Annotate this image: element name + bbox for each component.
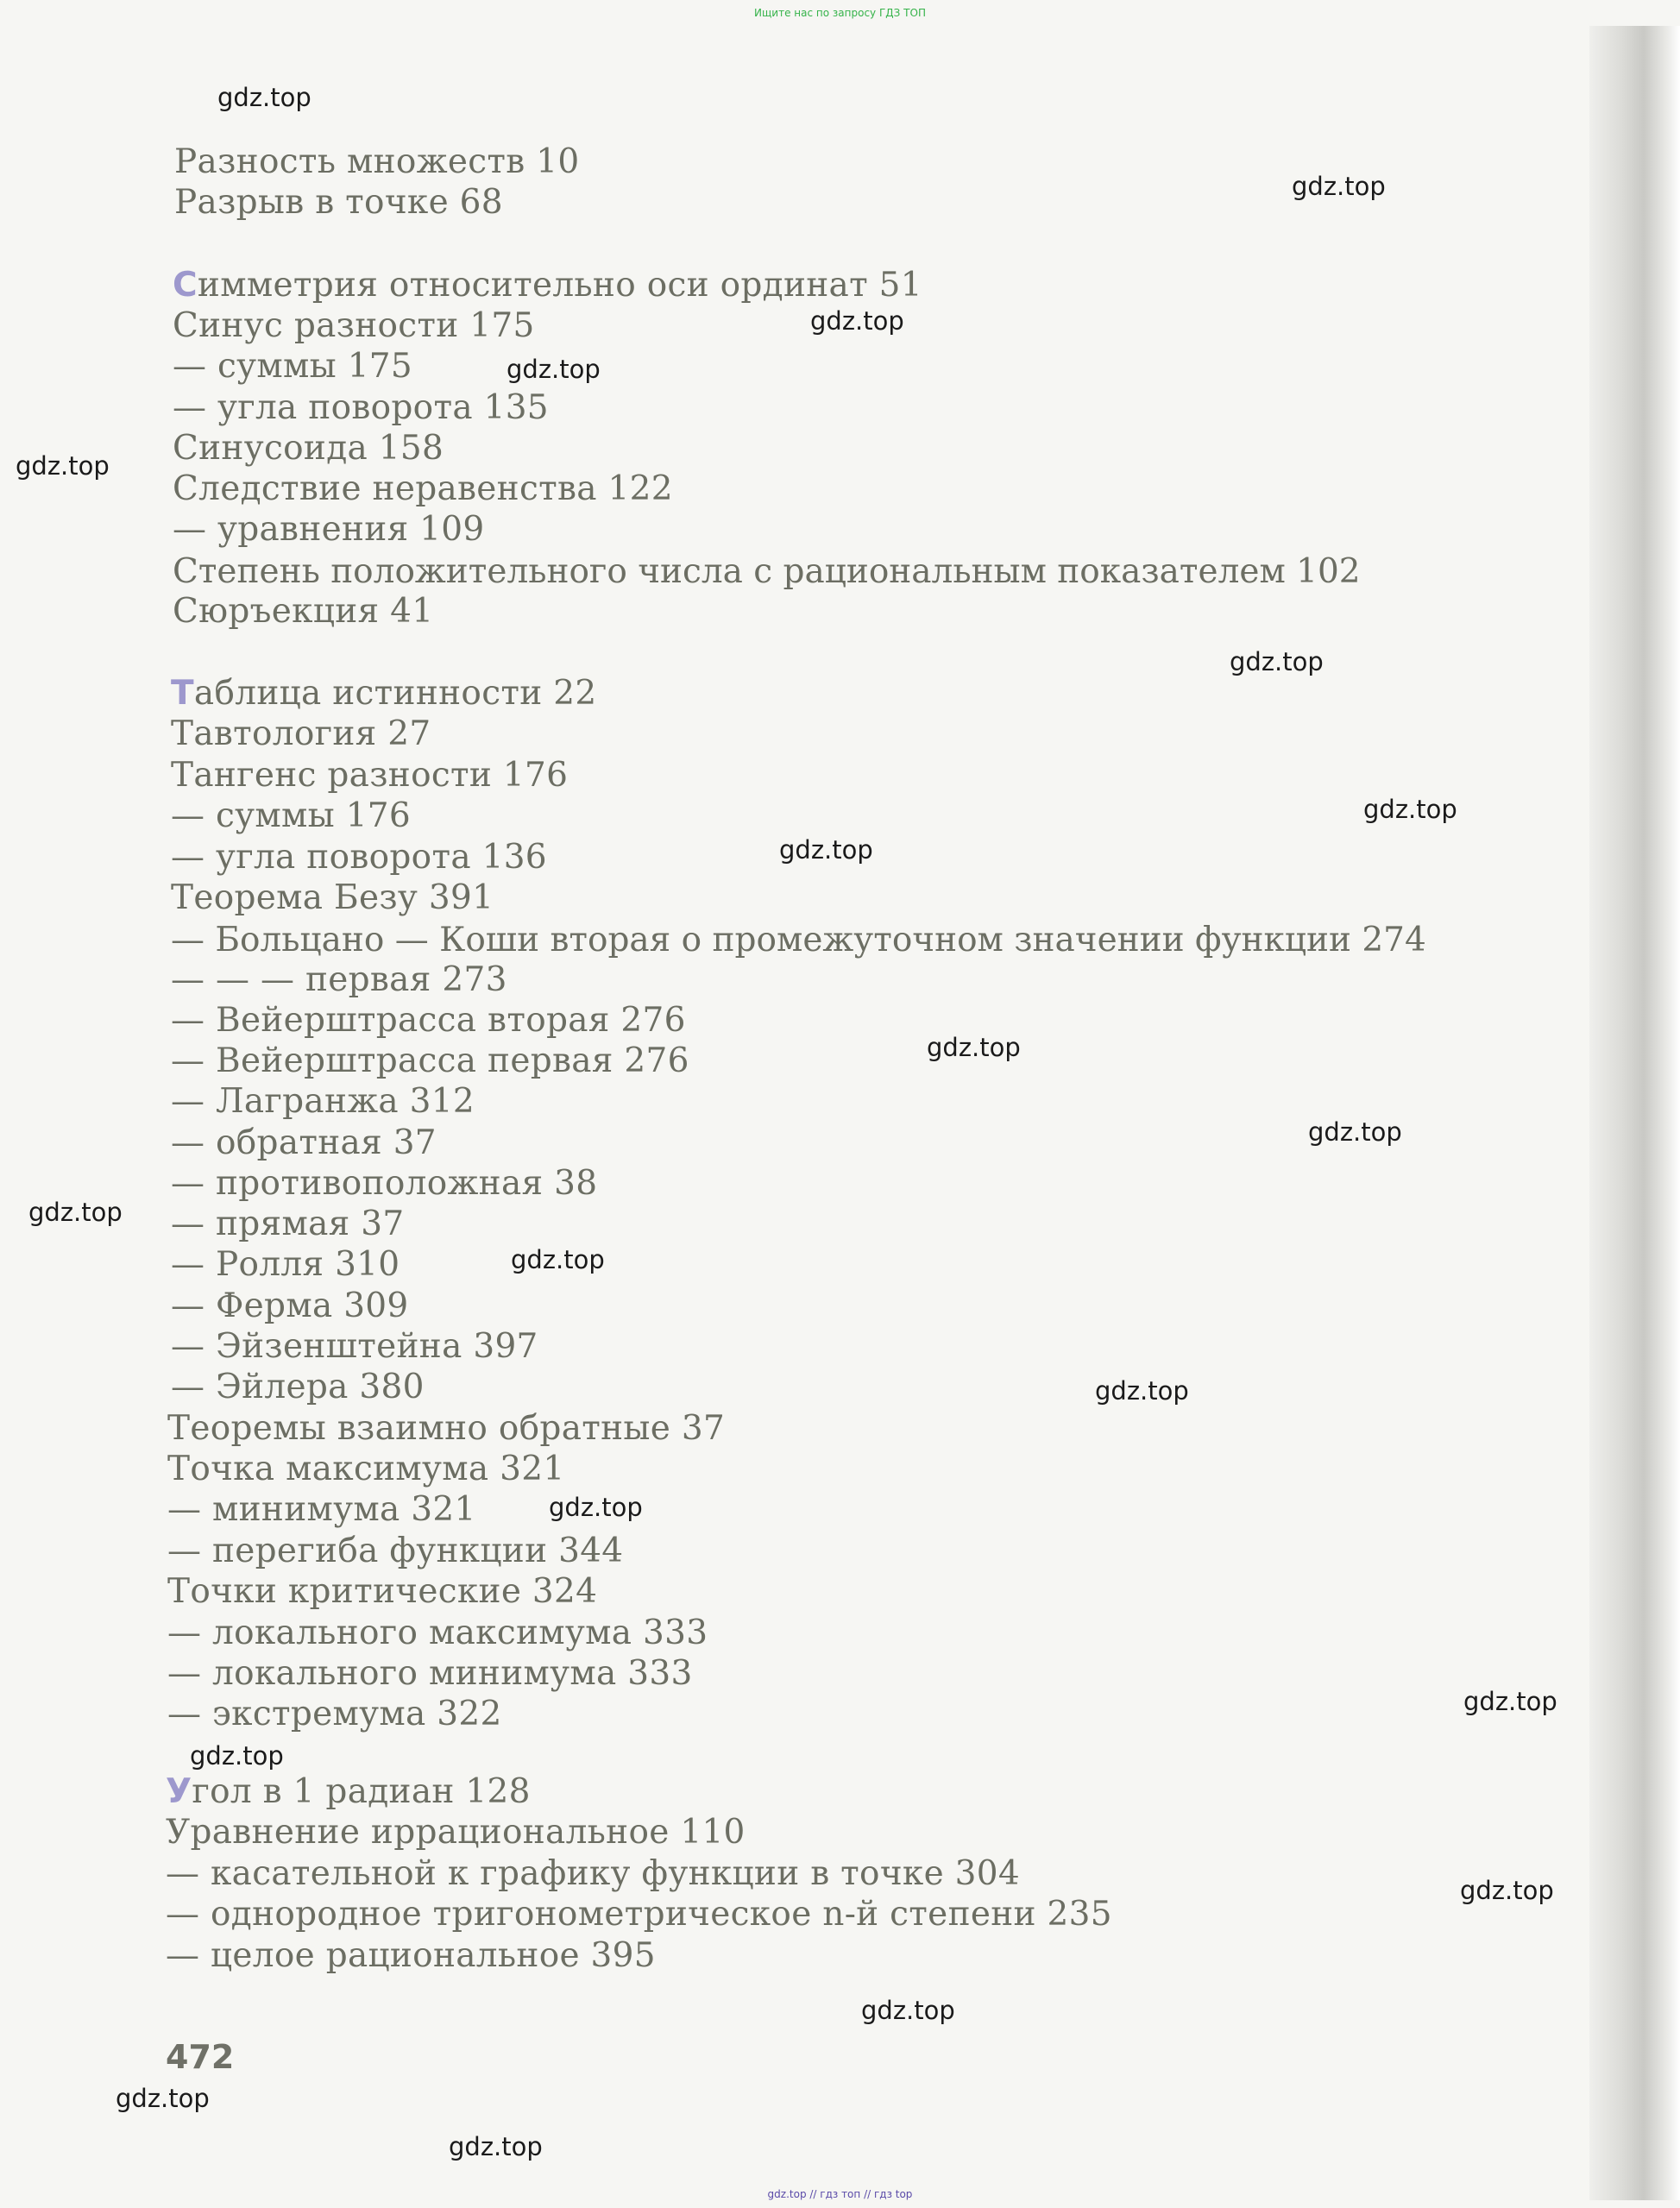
- index-entry: — касательной к графику функции в точке 304: [166, 1854, 1020, 1893]
- watermark: gdz.top: [1363, 795, 1457, 824]
- index-entry-text: гол в 1 радиан 128: [192, 1772, 531, 1811]
- watermark: gdz.top: [1095, 1376, 1189, 1406]
- index-entry: — суммы 176: [171, 796, 412, 835]
- watermark: gdz.top: [779, 835, 873, 865]
- watermark: gdz.top: [1230, 647, 1324, 676]
- index-entry: — локального минимума 333: [167, 1654, 693, 1693]
- index-entry: Точки критические 324: [167, 1572, 598, 1611]
- watermark: gdz.top: [449, 2132, 543, 2161]
- watermark: gdz.top: [28, 1198, 123, 1227]
- section-letter: У: [166, 1772, 192, 1811]
- index-entry: — Вейерштрасса первая 276: [171, 1041, 689, 1080]
- index-entry: — обратная 37: [171, 1123, 437, 1162]
- index-entry: — уравнения 109: [173, 510, 485, 549]
- index-entry-section-start: [171, 674, 596, 714]
- page-edge-shadow: [1589, 26, 1680, 2200]
- watermark: gdz.top: [116, 2084, 210, 2113]
- index-entry: Точка максимума 321: [167, 1450, 565, 1488]
- index-entry: — противоположная 38: [171, 1164, 598, 1203]
- index-entry: Синус разности 175: [173, 306, 535, 345]
- watermark: gdz.top: [927, 1033, 1021, 1062]
- index-entry: — прямая 37: [171, 1205, 405, 1243]
- index-entry: Сюръекция 41: [173, 592, 434, 631]
- index-entry: Уравнение иррациональное 110: [166, 1813, 746, 1852]
- index-entry: — Вейерштрасса вторая 276: [171, 1001, 686, 1040]
- index-entry: — угла поворота 135: [173, 388, 549, 427]
- index-entry: — целое рациональное 395: [166, 1936, 656, 1975]
- index-entry: — — — первая 273: [171, 960, 507, 999]
- watermark: gdz.top: [549, 1493, 643, 1522]
- index-entry: — суммы 175: [173, 347, 413, 386]
- index-entry: Тавтология 27: [171, 714, 431, 753]
- index-entry: — локального максимума 333: [167, 1614, 708, 1652]
- index-entry: — экстремума 322: [167, 1695, 502, 1733]
- index-entry: — Эйлера 380: [171, 1368, 425, 1406]
- index-entry: Разность множеств 10: [174, 142, 580, 181]
- watermark: gdz.top: [1460, 1876, 1554, 1905]
- watermark: gdz.top: [1463, 1687, 1557, 1716]
- index-entry: — Больцано — Коши вторая о промежуточном значении функции 274: [171, 921, 1426, 959]
- header-note: Ищите нас по запросу ГДЗ ТОП: [754, 7, 926, 19]
- index-entry: Следствие неравенства 122: [173, 469, 673, 508]
- index-entry: — Лагранжа 312: [171, 1082, 475, 1121]
- index-entry: — Ролля 310: [171, 1245, 400, 1284]
- index-entry: Разрыв в точке 68: [174, 183, 503, 222]
- index-entry-text: имметрия относительно оси ординат 51: [197, 266, 922, 305]
- index-entry: — Ферма 309: [171, 1286, 409, 1325]
- index-entry: Синусоида 158: [173, 429, 444, 468]
- index-entry: — Эйзенштейна 397: [171, 1327, 538, 1366]
- watermark: gdz.top: [1292, 172, 1386, 201]
- watermark: gdz.top: [861, 1996, 955, 2025]
- section-letter: С: [173, 266, 198, 305]
- watermark: gdz.top: [810, 306, 904, 336]
- index-entry-section-start: [173, 266, 922, 305]
- watermark: gdz.top: [511, 1245, 605, 1274]
- watermark: gdz.top: [1308, 1117, 1402, 1147]
- footer-note: gdz.top // гдз топ // гдз top: [767, 2188, 913, 2200]
- index-entry: Теоремы взаимно обратные 37: [167, 1409, 726, 1448]
- index-entry: Теорема Безу 391: [171, 878, 494, 917]
- index-entry-section-start: [166, 1772, 531, 1812]
- watermark: gdz.top: [16, 451, 110, 481]
- index-entry: — однородное тригонометрическое n-й степени 235: [166, 1895, 1112, 1934]
- section-letter: Т: [171, 674, 194, 713]
- index-entry: — минимума 321: [167, 1490, 476, 1529]
- index-entry: Степень положительного числа с рациональным показателем 102: [173, 552, 1361, 591]
- page-number: 472: [166, 2038, 235, 2076]
- index-entry: — угла поворота 136: [171, 838, 547, 877]
- index-entry: — перегиба функции 344: [167, 1532, 624, 1570]
- watermark: gdz.top: [507, 355, 601, 384]
- index-entry-text: аблица истинности 22: [193, 674, 597, 713]
- watermark: gdz.top: [217, 83, 311, 112]
- watermark: gdz.top: [190, 1741, 284, 1771]
- index-entry: Тангенс разности 176: [171, 756, 569, 795]
